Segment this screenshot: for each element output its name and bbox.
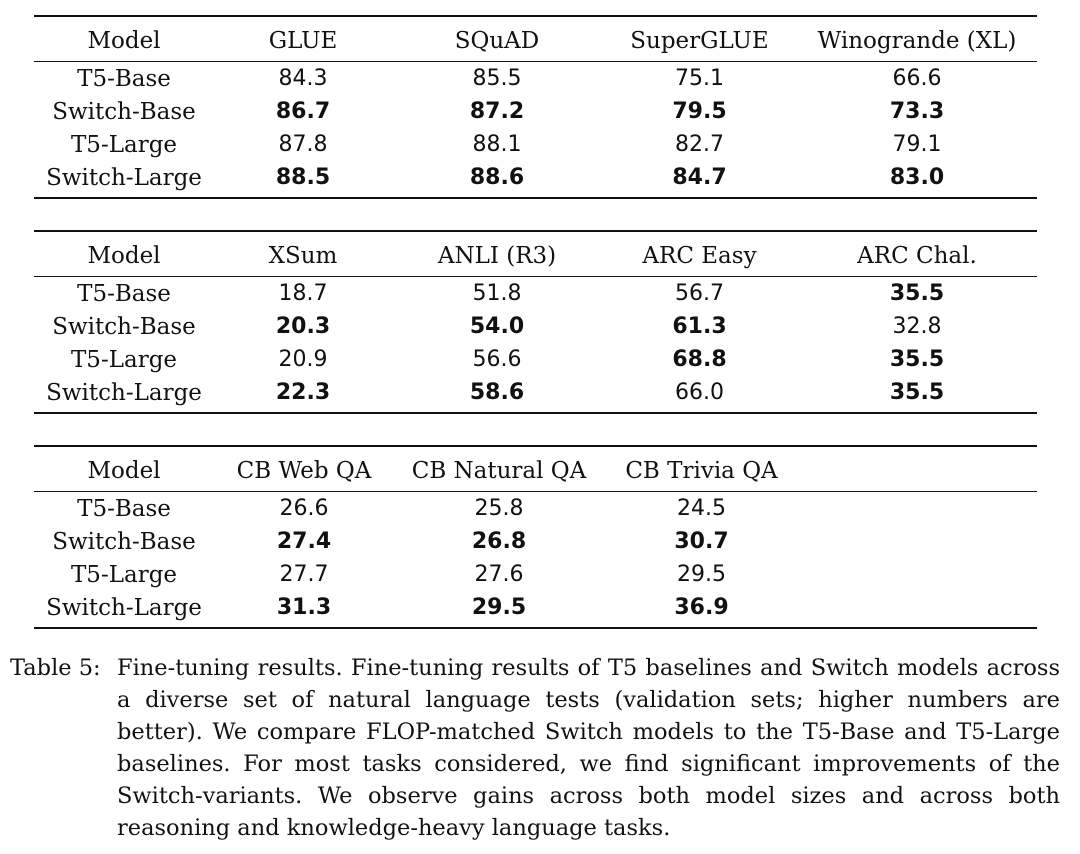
score-cell: 26.8	[471, 529, 527, 554]
table-row	[34, 343, 1037, 376]
table-row	[34, 277, 1037, 310]
score-cell: 35.5	[889, 347, 945, 372]
results-table-1	[34, 15, 1037, 199]
model-name: T5-Large	[70, 561, 178, 588]
table-row	[34, 525, 1037, 558]
header-model: Model	[87, 243, 161, 269]
model-name: T5-Large	[70, 346, 178, 373]
caption-label: Table 5:	[10, 655, 101, 681]
header-xsum: XSum	[268, 243, 338, 269]
model-name: T5-Base	[77, 65, 171, 92]
header-cb-web-qa: CB Web QA	[236, 458, 372, 484]
results-table-3	[34, 445, 1037, 629]
score-cell: 88.1	[472, 132, 522, 157]
score-cell: 85.5	[472, 66, 522, 91]
table-body	[34, 492, 1037, 627]
model-name: Switch-Large	[46, 164, 202, 191]
header-model: Model	[87, 458, 161, 484]
table-row	[34, 376, 1037, 409]
header-anli: ANLI (R3)	[437, 243, 557, 269]
score-cell: 75.1	[675, 66, 724, 91]
table-row	[34, 128, 1037, 161]
score-cell: 25.8	[474, 496, 524, 521]
score-cell: 20.3	[275, 314, 331, 339]
score-cell: 18.7	[278, 281, 328, 306]
table-row	[34, 95, 1037, 128]
score-cell: 66.0	[675, 380, 724, 405]
score-cell: 84.7	[672, 165, 727, 190]
score-cell: 29.5	[677, 562, 726, 587]
table-row	[34, 161, 1037, 194]
score-cell: 87.2	[469, 99, 525, 124]
table-row	[34, 310, 1037, 343]
header-cb-trivia-qa: CB Trivia QA	[625, 458, 778, 484]
score-cell: 79.1	[892, 132, 942, 157]
score-cell: 56.7	[675, 281, 724, 306]
caption-text: Fine-tuning results. Fine-tuning results of T5 baselines and Switch models across a diverse set of natural language tests (validation sets; higher numbers are better). We compare FLOP-matched Switch models to the T5-Base and T5-Large baselines. For most tasks considered, we find significant improvements of the Switch-variants. We observe gains across both model sizes and across both reasoning and knowledge-heavy language tasks.	[117, 655, 1060, 841]
header-arc-chal: ARC Chal.	[857, 243, 977, 269]
results-table-2	[34, 230, 1037, 414]
model-name: T5-Large	[70, 131, 178, 158]
score-cell: 84.3	[278, 66, 328, 91]
score-cell: 36.9	[674, 595, 729, 620]
score-cell: 58.6	[469, 380, 525, 405]
score-cell: 66.6	[892, 66, 942, 91]
table-row	[34, 558, 1037, 591]
score-cell: 86.7	[275, 99, 331, 124]
score-cell: 20.9	[278, 347, 328, 372]
score-cell: 79.5	[672, 99, 727, 124]
score-cell: 24.5	[677, 496, 726, 521]
header-squad: SQuAD	[454, 28, 540, 54]
score-cell: 54.0	[469, 314, 525, 339]
table-header-row	[34, 447, 1037, 492]
header-superglue: SuperGLUE	[630, 28, 769, 54]
model-name: Switch-Large	[46, 379, 202, 406]
score-cell: 30.7	[674, 529, 729, 554]
header-model: Model	[87, 28, 161, 54]
model-name: Switch-Large	[46, 594, 202, 621]
score-cell: 35.5	[889, 281, 945, 306]
score-cell: 87.8	[278, 132, 328, 157]
score-cell: 35.5	[889, 380, 945, 405]
score-cell: 27.4	[276, 529, 332, 554]
table-caption	[10, 652, 1060, 844]
model-name: T5-Base	[77, 280, 171, 307]
score-cell: 68.8	[672, 347, 727, 372]
score-cell: 31.3	[276, 595, 332, 620]
table-row	[34, 492, 1037, 525]
score-cell: 82.7	[675, 132, 724, 157]
table-header-row	[34, 232, 1037, 277]
header-glue: GLUE	[268, 28, 338, 54]
table-body	[34, 62, 1037, 197]
header-arc-easy: ARC Easy	[642, 243, 757, 269]
score-cell: 83.0	[889, 165, 945, 190]
score-cell: 61.3	[672, 314, 727, 339]
header-cb-natural-qa: CB Natural QA	[411, 458, 587, 484]
score-cell: 32.8	[892, 314, 942, 339]
table-header-row	[34, 17, 1037, 62]
model-name: Switch-Base	[52, 313, 196, 340]
model-name: Switch-Base	[52, 98, 196, 125]
score-cell: 88.6	[469, 165, 525, 190]
score-cell: 26.6	[279, 496, 329, 521]
score-cell: 88.5	[275, 165, 331, 190]
table-row	[34, 591, 1037, 624]
score-cell: 73.3	[889, 99, 945, 124]
model-name: Switch-Base	[52, 528, 196, 555]
table-body	[34, 277, 1037, 412]
model-name: T5-Base	[77, 495, 171, 522]
score-cell: 29.5	[471, 595, 527, 620]
score-cell: 56.6	[472, 347, 522, 372]
score-cell: 51.8	[472, 281, 522, 306]
score-cell: 27.6	[474, 562, 524, 587]
score-cell: 22.3	[275, 380, 331, 405]
score-cell: 27.7	[279, 562, 329, 587]
table-row	[34, 62, 1037, 95]
header-winogrande: Winogrande (XL)	[817, 28, 1017, 54]
